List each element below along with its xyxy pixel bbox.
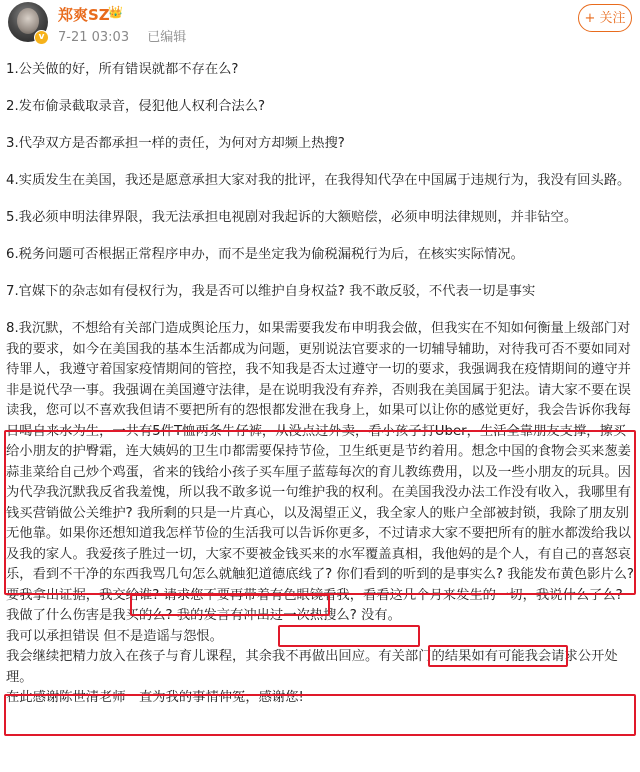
paragraph-3: 3.代孕双方是否都承担一样的责任，为何对方却频上热搜? bbox=[6, 136, 345, 151]
edited-label[interactable]: 已编辑 bbox=[147, 30, 187, 45]
paragraph-7: 7.官媒下的杂志如有侵权行为，我是否可以维护自身权益? 我不敢反驳，不代表一切是事实 bbox=[6, 284, 536, 299]
paragraph-11: 在此感谢陈世清老师一直为我的事情伸冤，感谢您! bbox=[6, 690, 304, 705]
post-header bbox=[0, 0, 640, 52]
post-meta bbox=[58, 26, 186, 45]
follow-button[interactable]: + 关注 bbox=[578, 4, 632, 32]
paragraph-5: 5.我必须申明法律界限，我无法承担电视剧对我起诉的大额赔偿，必须申明法律规则，并非钻空。 bbox=[6, 210, 578, 225]
highlight-box-adult-film bbox=[428, 645, 568, 667]
post-time: 7-21 03:03 bbox=[58, 30, 130, 45]
highlight-box-i-am-human bbox=[278, 625, 420, 647]
highlight-box-accounts-frozen bbox=[130, 594, 330, 616]
paragraph-1: 1.公关做的好，所有错误就都不存在么? bbox=[6, 62, 239, 77]
highlight-box-daily-life bbox=[4, 430, 636, 595]
author-name[interactable]: 郑爽SZ bbox=[58, 6, 110, 24]
paragraph-2: 2.发布偷录截取录音，侵犯他人权利合法么? bbox=[6, 99, 266, 114]
crown-icon: 👑 bbox=[108, 5, 123, 19]
avatar-face bbox=[17, 8, 39, 34]
verified-badge-icon: v bbox=[34, 30, 49, 45]
paragraph-9: 我可以承担错误 但不是造谣与怨恨。 bbox=[6, 628, 223, 644]
paragraph-6: 6.税务问题可否根据正常程序申办，而不是坐定我为偷税漏税行为后，在核实实际情况。 bbox=[6, 247, 524, 262]
paragraph-4: 4.实质发生在美国，我还是愿意承担大家对我的批评，在我得知代孕在中国属于违规行为，我没有回头路。 bbox=[6, 173, 631, 188]
paragraph-10: 我会继续把精力放入在孩子与育儿课程，其余我不再做出回应。有关部门的结果如有可能我会请求公开处理。 bbox=[6, 649, 618, 685]
highlight-box-no-more-response bbox=[4, 694, 636, 736]
paragraph-8: 8.我沉默，不想给有关部门造成舆论压力，如果需要我发布申明我会做，但我实在不知如何衡量上级部门对我的要求，如今在美国我的基本生活都成为问题，更别说法官要求的一切辅导辅助，对待我可否不要如同对待罪人，我遵守着国家疫情期间的管控，我不知我是否太过遵守一切的要求，我强调我在疫情期间的遵守并非是说代孕一事。我强调在美国遵守法律，是在说明我没有弃养，否则我在美国属于犯法。请大家不要在误读我，您可以不喜欢我但请不要把所有的怨恨都发泄在我身上，如果可以让你的感觉更好，我会告诉你我每日喝自来水为生，一共有5件T恤两条牛仔裤，从没点过外卖，看小孩子打Uber，生活全靠朋友支撑，擦买给小朋友的护臀霜，连大姨妈的卫生巾都需要保持节俭，卫生纸更是节约着用。想念中国的食物会买来葱姜蒜韭菜给自己炒个鸡蛋，省来的钱给小孩子买车厘子蓝莓每次的育儿教练费用，以及一些小朋友的玩具。因为代孕我沉默我反省我羞愧，所以我不敢多说一句维护我的权利。在美国我没办法工作没有收入，我哪里有钱买营销做公关维护? 我所剩的只是一片真心，以及渴望正义，我全家人的账户全部被封锁，我除了朋友别无他靠。如果你还想知道我怎样节俭的生活我可以告诉你更多，不过请求大家不要把所有的脏水都泼给我以及我的家人。我爱孩子胜过一切，大家不要被金钱买来的水军覆盖真相，我他妈的是个人，有自己的喜怒哀乐，看到不干净的东西我骂几句怎么就触犯道德底线了? 你们看到的听到的是事实么? 我能发布黄色影片么? 要我拿出证据，我交给谁? 请求您不要再带着有色眼镜看我，看看这几个月来发生的一切，我说什么了么? 我做了什么伤害是我买的么? 我的发言有冲出过一次热搜么? 没有。 bbox=[6, 321, 634, 623]
